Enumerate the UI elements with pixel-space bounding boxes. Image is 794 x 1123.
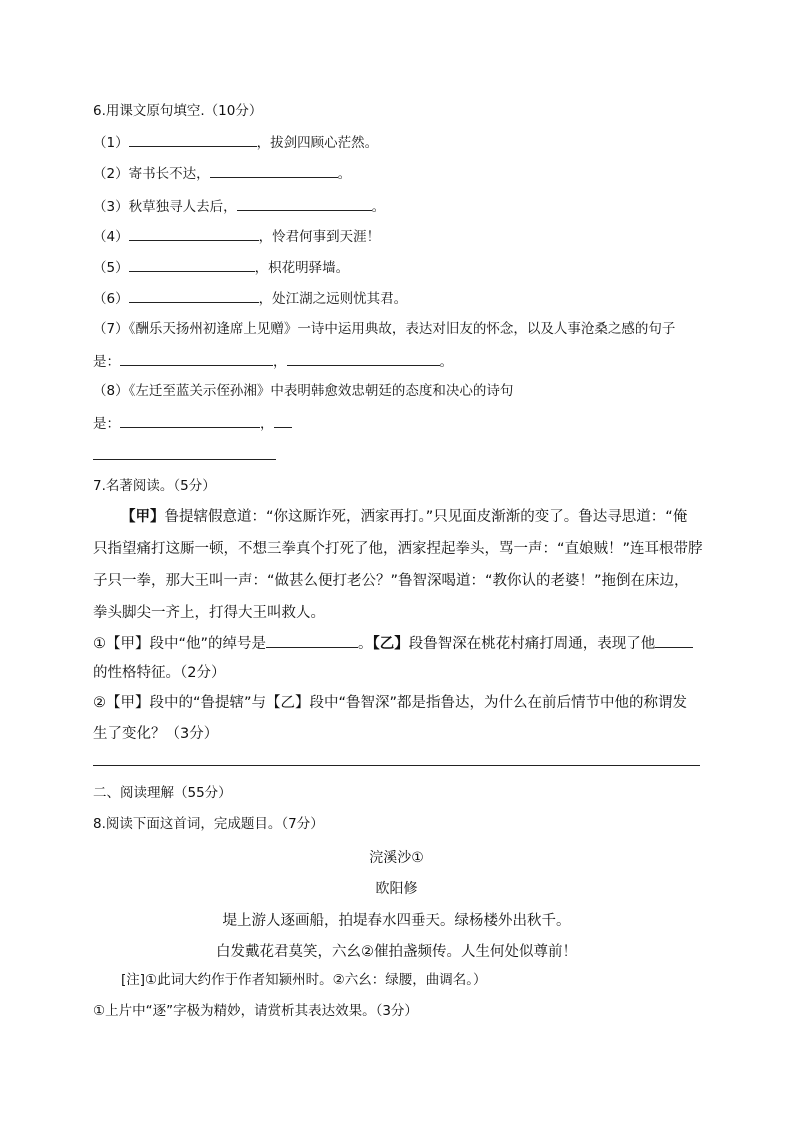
q7-title: 7.名著阅读。（5分） [93, 478, 216, 494]
item-number: （2） [93, 166, 129, 182]
q6-item-4 [93, 227, 380, 246]
q7-subquestion-2-line-2: 生了变化？（3分） [93, 726, 219, 742]
item-text: ， [273, 354, 287, 370]
passage-text: 鲁提辖假意道：“你这厮诈死，洒家再打。”只见面皮渐渐的变了。鲁达寻思道：“俺 [164, 509, 688, 525]
passage-tag: 【乙】 [372, 636, 409, 652]
item-text: ，枳花明驿墙。 [254, 260, 350, 276]
section-2-title: 二、阅读理解（55分） [93, 785, 232, 801]
item-number: （5） [93, 260, 129, 276]
answer-blank[interactable] [210, 164, 338, 178]
item-text: 。 [439, 354, 453, 370]
q6-item-5 [93, 258, 349, 277]
item-text: 是： [93, 354, 120, 370]
poem-title: 浣溪沙① [369, 850, 424, 866]
poem-author: 欧阳修 [375, 881, 418, 897]
answer-blank[interactable] [287, 352, 440, 366]
answer-line[interactable] [93, 765, 700, 766]
q6-item-3 [93, 197, 385, 216]
q6-item-1 [93, 133, 378, 152]
q7-passage-line-4: 拳头脚尖一齐上，打得大王叫救人。 [93, 605, 325, 621]
q6-item-7-text: （7）《酬乐天扬州初逢席上见赠》一诗中运用典故，表达对旧友的怀念，以及人事沧桑之感的句子 [93, 321, 676, 337]
q7-passage-line-2: 只指望痛打这厮一顿，不想三拳真个打死了他，洒家捏起拳头，骂一声：“直娘贼！”连耳根带脖 [93, 541, 703, 557]
item-number: （6） [93, 291, 129, 307]
q6-item-8-text: （8）《左迁至蓝关示侄孙湘》中表明韩愈效忠朝廷的态度和决心的诗句 [93, 383, 514, 399]
q6-item-8-answer [93, 414, 292, 433]
q7-subquestion-2-line-1: ②【甲】段中的“鲁提辖”与【乙】段中“鲁智深”都是指鲁达，为什么在前后情节中他的称谓发 [93, 695, 688, 711]
answer-blank[interactable] [129, 133, 257, 147]
question-text: 段鲁智深在桃花村痛打周通，表现了他 [408, 636, 656, 652]
item-text: 。 [337, 166, 352, 182]
item-text: 寄书长不达， [128, 166, 210, 182]
question-text: 。 [358, 636, 373, 652]
q7-subquestion-1 [93, 634, 693, 653]
q6-item-6 [93, 289, 407, 308]
q6-title: 6.用课文原句填空.（10分） [93, 103, 263, 119]
q8-subquestion-1: ①上片中“逐”字极为精妙，请赏析其表达效果。（3分） [93, 1003, 418, 1019]
answer-blank[interactable] [655, 634, 693, 648]
poem-note: [注]①此词大约作于作者知颍州时。②六幺：绿腰，曲调名。） [121, 972, 487, 988]
item-text: ，处江湖之远则忧其君。 [258, 291, 408, 307]
item-text: ， [260, 416, 274, 432]
item-text: 秋草独寻人去后， [128, 199, 237, 215]
answer-blank[interactable] [237, 197, 372, 211]
item-number: （3） [93, 199, 129, 215]
item-text: ，怜君何事到天涯！ [258, 229, 381, 245]
item-text: 。 [371, 199, 386, 215]
answer-blank[interactable] [274, 414, 292, 428]
q8-title: 8.阅读下面这首词，完成题目。（7分） [93, 816, 324, 832]
q6-item-7-answer [93, 352, 453, 371]
answer-blank[interactable] [120, 352, 273, 366]
item-number: （4） [93, 229, 129, 245]
answer-blank[interactable] [129, 227, 259, 241]
poem-line-2: 白发戴花君莫笑，六幺②催拍盏频传。人生何处似尊前！ [216, 944, 577, 960]
answer-blank[interactable] [120, 414, 260, 428]
answer-blank[interactable] [129, 258, 255, 272]
q7-subquestion-1-cont: 的性格特征。（2分） [93, 665, 226, 681]
poem-line-1: 堤上游人逐画船，拍堤春水四垂天。绿杨楼外出秋千。 [222, 913, 571, 929]
q7-passage-line-3: 子只一拳，那大王叫一声：“做甚么便打老公？”鲁智深喝道：“教你认的老婆！”拖倒在床边， [93, 573, 689, 589]
q6-item-2 [93, 164, 351, 183]
item-number: （1） [93, 135, 129, 151]
item-text: 是： [93, 416, 120, 432]
item-text: ，拔剑四顾心茫然。 [256, 135, 379, 151]
answer-blank[interactable] [129, 289, 259, 303]
q7-passage-line-1 [121, 508, 687, 526]
answer-blank[interactable] [266, 634, 358, 648]
answer-line[interactable] [93, 459, 276, 460]
question-text: ①【甲】段中“他”的绰号是 [93, 636, 267, 652]
passage-tag: 【甲】 [121, 509, 165, 525]
